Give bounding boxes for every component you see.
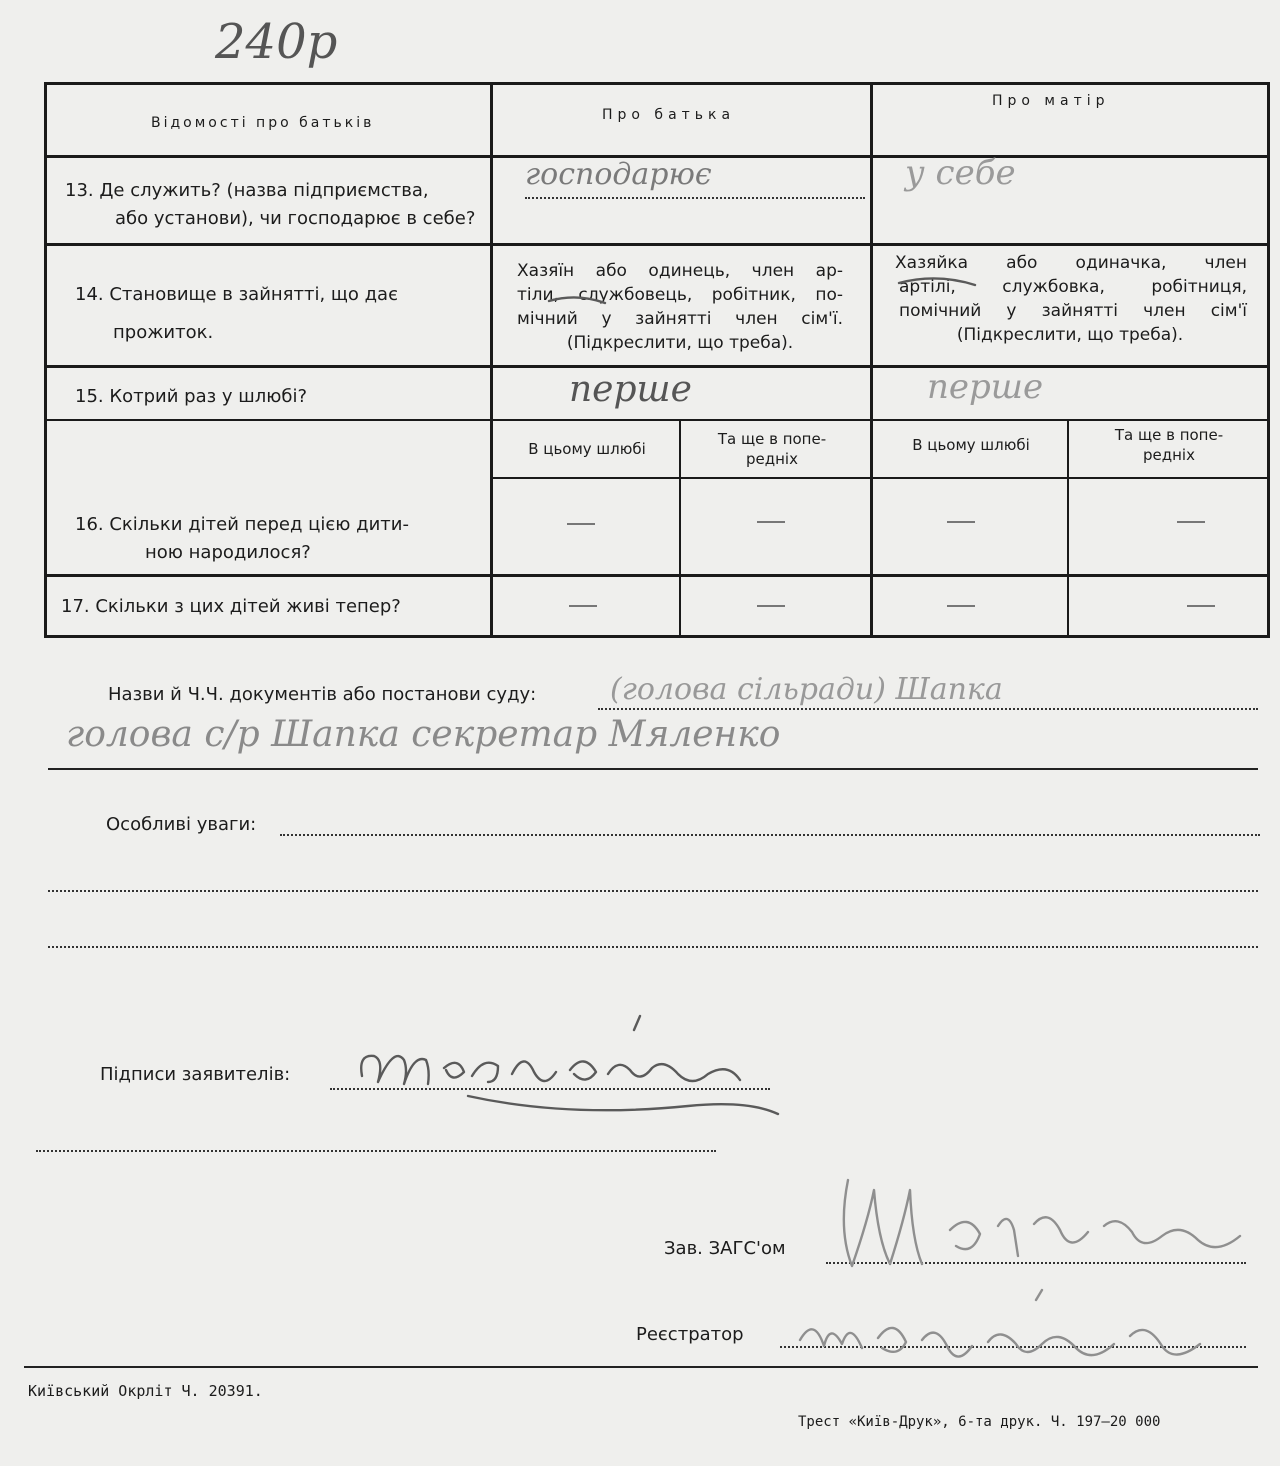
row-13-mother-value: у себе [905,153,1016,193]
dash-mark [757,605,785,607]
underline-mark [547,281,607,311]
handwritten-page-number: 240р [215,14,338,70]
row-16-label-line: 16. Скільки дітей перед цією дити- [75,514,409,535]
row-14-mother-options [875,251,1265,347]
subheader-mother-previous: Та ще в попе-редніх [1114,426,1224,464]
option-line: (Підкреслити, що треба). [956,325,1184,345]
documents-handwritten-line2: голова с/р Шапка секретар Мяленко [66,714,781,755]
dash-mark [567,523,595,525]
dash-mark [569,605,597,607]
signature-line [36,1150,716,1152]
option-line: Хазяйка або одиначка, член [895,253,1247,273]
divider [47,365,1267,368]
option-line: мічний у зайнятті член сім'ї. [517,309,843,329]
answer-line [48,768,1258,770]
parents-info-table [44,82,1270,638]
notes-line [280,834,1260,836]
dash-mark [947,605,975,607]
row-15-father-value: перше [569,369,692,410]
divider [47,419,1267,421]
row-16-label-line: ною народилося? [145,542,311,563]
row-14-label-line: 14. Становище в зайнятті, що дає [75,284,398,305]
row-15-label: 15. Котрий раз у шлюбі? [75,386,308,407]
answer-line [598,708,1258,710]
notes-label: Особливі уваги: [106,814,257,835]
documents-label: Назви й Ч.Ч. документів або постанови суду: [108,684,537,705]
dash-mark [1187,605,1215,607]
divider [679,419,681,635]
subheader-father-previous: Та ще в попе-редніх [717,430,827,468]
footer-divider [24,1366,1258,1368]
footer-printer-right: Трест «Київ-Друк», 6-та друк. Ч. 197—20 000 [798,1414,1161,1430]
dash-mark [947,521,975,523]
applicant-signature [348,1010,788,1130]
zags-signature [812,1160,1262,1300]
row-13-father-value: господарює [525,157,712,192]
option-line: Хазяїн або одинець, член ар- [517,261,843,281]
row-13-label-line: 13. Де служить? (назва підприємства, [65,180,429,201]
zags-label: Зав. ЗАГС'ом [664,1238,786,1259]
subheader-father-this-marriage: В цьому шлюбі [528,440,646,458]
divider [47,574,1267,577]
row-14-label [75,281,398,347]
row-15-mother-value: перше [927,367,1044,407]
divider [870,85,873,635]
dash-mark [757,521,785,523]
registrar-label: Реєстратор [636,1324,744,1345]
row-13-label-line: або установи), чи господарює в себе? [115,208,476,229]
row-13-label [65,177,495,233]
row-16-label [75,511,409,567]
footer-printer-left: Київський Окрліт Ч. 20391. [28,1382,263,1400]
row-17-label: 17. Скільки з цих дітей живі тепер? [61,596,401,617]
option-line: артілі, службовка, робітниця, [899,277,1247,297]
underline-mark [897,267,977,297]
option-line: помічний у зайнятті член сім'ї [899,301,1247,321]
row-14-label-line: прожиток. [113,322,214,343]
dash-mark [1177,521,1205,523]
header-father: Про батька [602,107,736,123]
divider [1067,419,1069,635]
notes-line [48,946,1258,948]
divider [492,477,1267,479]
divider [47,243,1267,246]
subheader-mother-this-marriage: В цьому шлюбі [912,436,1030,454]
answer-line [525,197,865,199]
header-mother: Про матір [992,93,1110,109]
notes-line [48,890,1258,892]
divider [490,85,493,635]
applicants-label: Підписи заявителів: [100,1064,291,1085]
documents-handwritten-line1: (голова сільради) Шапка [610,672,1003,707]
option-line: тіли, службовець, робітник, по- [517,285,843,305]
registrar-signature [790,1286,1250,1386]
header-parents-info: Відомості про батьків [151,115,375,131]
option-line: (Підкреслити, що треба). [566,333,794,353]
